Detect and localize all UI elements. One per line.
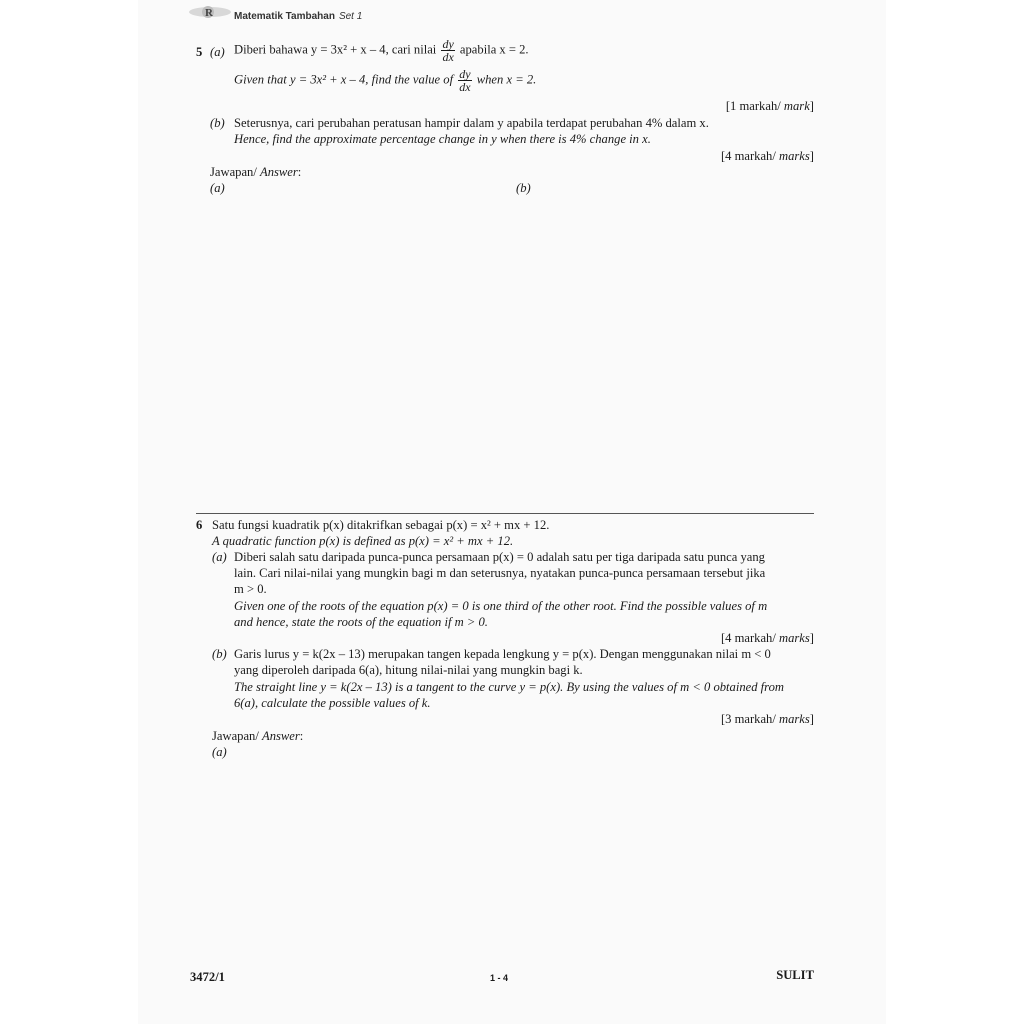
q6-a-english-1: Given one of the roots of the equation p(x) = 0 is one third of the other root. Find the possible values of m <box>234 599 768 613</box>
header-set: Set 1 <box>338 11 363 22</box>
marks-close: ] <box>809 631 814 645</box>
frac-denominator: dx <box>442 50 454 64</box>
q6-b-english-2: 6(a), calculate the possible values of k. <box>234 696 431 710</box>
answer-malay: Jawapan/ <box>210 165 261 179</box>
marks-malay: [4 markah/ <box>720 631 779 645</box>
frac-numerator-en: dy <box>459 67 471 81</box>
q5-answer-a: (a) <box>210 181 225 195</box>
q6-a-malay-3: m > 0. <box>234 582 267 596</box>
q5-answer-b: (b) <box>516 181 531 195</box>
frac-denominator-en: dx <box>459 80 471 94</box>
frac-numerator: dy <box>442 37 454 51</box>
q5-a-malay <box>234 38 529 63</box>
q6-b-malay-1: Garis lurus y = k(2x – 13) merupakan tangen kepada lengkung y = p(x). Dengan menggunakan nilai m < 0 <box>234 647 771 661</box>
q6-a-malay-2: lain. Cari nilai-nilai yang mungkin bagi m dan seterusnya, nyatakan punca-punca persamaan tersebut jika <box>234 566 766 580</box>
marks-malay: [1 markah/ <box>725 99 784 113</box>
q6-answer-a: (a) <box>212 745 227 759</box>
answer-malay: Jawapan/ <box>212 729 263 743</box>
marks-english: marks <box>779 712 810 726</box>
dy-dx-fraction-en <box>458 68 471 93</box>
header-title: Matematik Tambahan <box>234 11 335 22</box>
q6-a-marks <box>721 630 814 646</box>
q6-b-malay-2: yang diperoleh daripada 6(a), hitung nilai-nilai yang mungkin bagi k. <box>234 663 583 677</box>
q6-b-marks <box>721 711 814 727</box>
q6-answer-heading <box>212 728 303 744</box>
q6-b-english-1: The straight line y = k(2x – 13) is a tangent to the curve y = p(x). By using the values of m < 0 obtained from <box>234 680 785 694</box>
marks-malay: [4 markah/ <box>720 149 779 163</box>
q5-a-marks <box>726 98 814 114</box>
q5-a-english <box>234 68 536 93</box>
marks-english: marks <box>779 149 810 163</box>
q5-a-english-text: Given that y = 3x² + x – 4, find the value of <box>234 72 454 87</box>
logo-letter: R <box>205 7 213 19</box>
q5-a-malay-text: Diberi bahawa y = 3x² + x – 4, cari nilai <box>234 42 437 57</box>
q5-number: 5 <box>196 45 203 59</box>
q6-a-label: (a) <box>212 550 227 564</box>
q5-a-english-end: when x = 2. <box>476 72 537 87</box>
marks-close: ] <box>809 149 814 163</box>
q5-b-malay: Seterusnya, cari perubahan peratusan hampir dalam y apabila terdapat perubahan 4% dalam x. <box>234 116 709 130</box>
q6-b-label: (b) <box>212 647 227 661</box>
paper-code: 3472/1 <box>190 970 225 984</box>
classification-label: SULIT <box>776 968 814 982</box>
q5-a-label: (a) <box>210 45 225 59</box>
answer-colon: : <box>299 729 304 743</box>
answer-colon: : <box>297 165 302 179</box>
q6-intro-malay: Satu fungsi kuadratik p(x) ditakrifkan sebagai p(x) = x² + mx + 12. <box>212 518 550 532</box>
marks-english: marks <box>779 631 810 645</box>
answer-english: Answer <box>260 165 298 179</box>
q6-intro-english: A quadratic function p(x) is defined as p(x) = x² + mx + 12. <box>212 534 514 548</box>
publisher-logo <box>188 5 232 19</box>
marks-close: ] <box>809 712 814 726</box>
dy-dx-fraction <box>441 38 454 63</box>
marks-english: mark <box>783 99 810 113</box>
q6-a-english-2: and hence, state the roots of the equation if m > 0. <box>234 615 488 629</box>
page-number: 1 - 4 <box>490 973 509 983</box>
marks-close: ] <box>809 99 814 113</box>
q5-b-label: (b) <box>210 116 225 130</box>
q5-b-english: Hence, find the approximate percentage change in y when there is 4% change in x. <box>234 132 651 146</box>
answer-english: Answer <box>262 729 300 743</box>
q6-number: 6 <box>196 518 203 532</box>
q5-b-marks <box>721 148 814 164</box>
question-divider <box>196 513 814 514</box>
q6-a-malay-1: Diberi salah satu daripada punca-punca persamaan p(x) = 0 adalah satu per tiga daripada satu punca yang <box>234 550 765 564</box>
marks-malay: [3 markah/ <box>720 712 779 726</box>
q5-answer-heading <box>210 164 301 180</box>
q5-a-malay-end: apabila x = 2. <box>459 42 529 57</box>
running-header <box>234 6 362 24</box>
